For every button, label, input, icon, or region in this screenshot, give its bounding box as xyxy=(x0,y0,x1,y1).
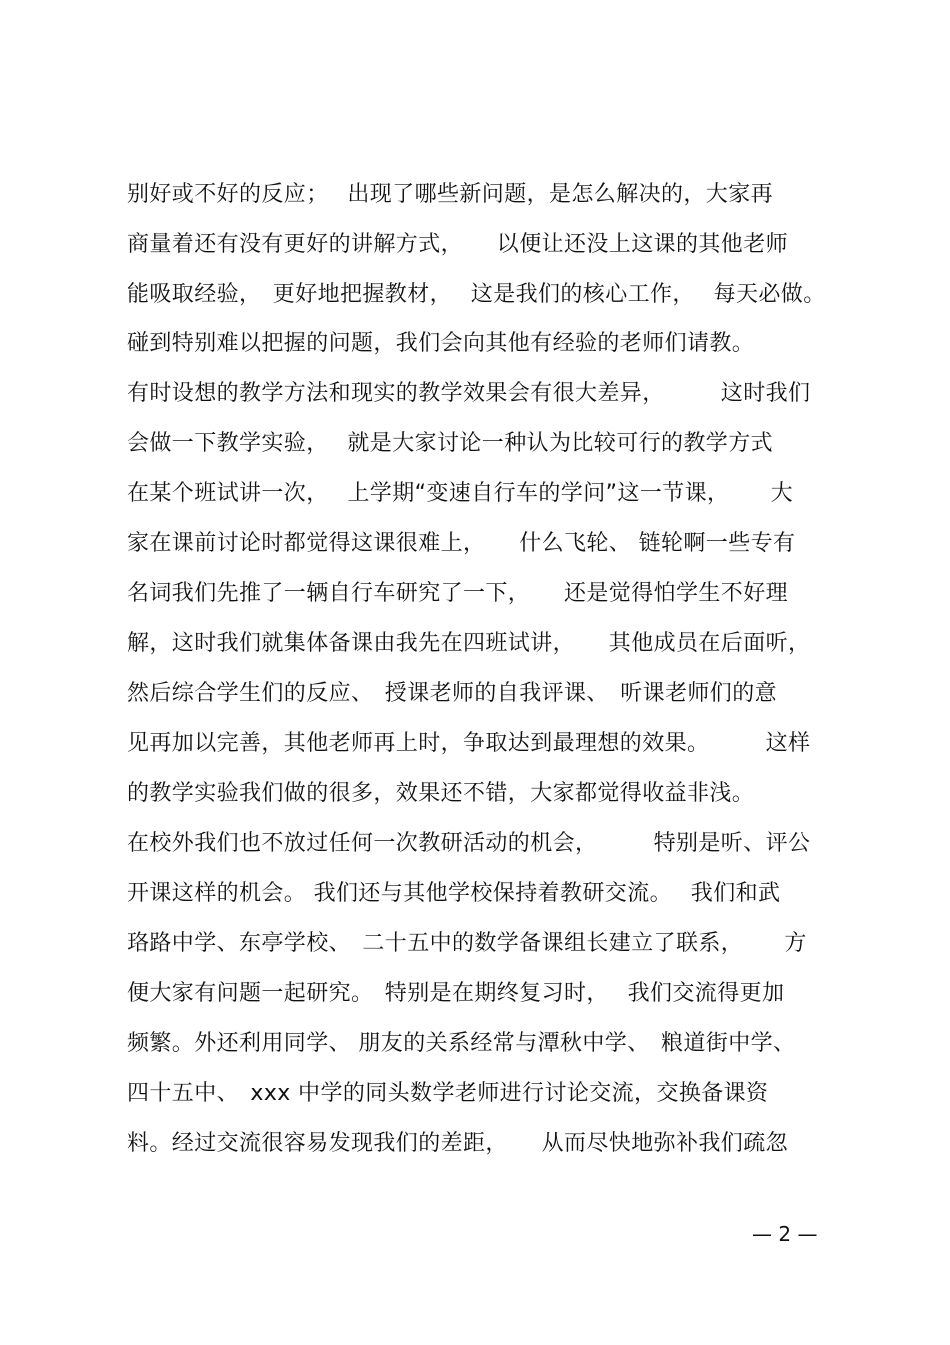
body-text-line: 料。经过交流很容易发现我们的差距， 从而尽快地弥补我们疏忽 xyxy=(127,1131,789,1156)
body-text-line: 有时设想的教学方法和现实的教学效果会有很大差异， 这时我们 xyxy=(127,381,811,406)
body-text-line: 别好或不好的反应； 出现了哪些新问题，是怎么解决的，大家再 xyxy=(127,182,773,207)
page-number: — 2 — xyxy=(752,1222,818,1246)
body-text-line: 家在课前讨论时都觉得这课很难上， 什么飞轮、 链轮啊一些专有 xyxy=(127,531,796,556)
body-text-line: 的教学实验我们做的很多，效果还不错，大家都觉得收益非浅。 xyxy=(127,781,755,806)
body-text-line: 见再加以完善，其他老师再上时，争取达到最理想的效果。 这样 xyxy=(127,731,811,756)
body-text-line: 四十五中、 xxx 中学的同头数学老师进行讨论交流，交换备课资 xyxy=(127,1081,769,1106)
body-text-line: 名词我们先推了一辆自行车研究了一下， 还是觉得怕学生不好理 xyxy=(127,581,789,606)
body-text-line: 便大家有问题一起研究。 特别是在期终复习时， 我们交流得更加 xyxy=(127,981,785,1006)
body-text-line: 在某个班试讲一次， 上学期“变速自行车的学问”这一节课， 大 xyxy=(127,481,793,506)
body-text-line: 频繁。外还利用同学、 朋友的关系经常与潭秋中学、 粮道街中学、 xyxy=(127,1031,796,1056)
body-text-line: 然后综合学生们的反应、 授课老师的自我评课、 听课老师们的意 xyxy=(127,681,778,706)
body-text-line: 珞路中学、东亭学校、 二十五中的数学备课组长建立了联系， 方 xyxy=(127,931,807,956)
body-text-line: 会做一下教学实验， 就是大家讨论一种认为比较可行的教学方式 xyxy=(127,431,773,456)
body-text-line: 在校外我们也不放过任何一次教研活动的机会， 特别是听、评公 xyxy=(127,831,811,856)
body-text-line: 能吸取经验， 更好地把握教材， 这是我们的核心工作， 每天必做。 xyxy=(127,282,826,307)
body-text-line: 解，这时我们就集体备课由我先在四班试讲， 其他成员在后面听， xyxy=(127,631,811,656)
body-text-line: 商量着还有没有更好的讲解方式， 以便让还没上这课的其他老师 xyxy=(127,232,789,257)
body-text-line: 碰到特别难以把握的问题，我们会向其他有经验的老师们请教。 xyxy=(127,331,755,356)
body-text-line: 开课这样的机会。 我们还与其他学校保持着教研交流。 我们和武 xyxy=(127,881,781,906)
